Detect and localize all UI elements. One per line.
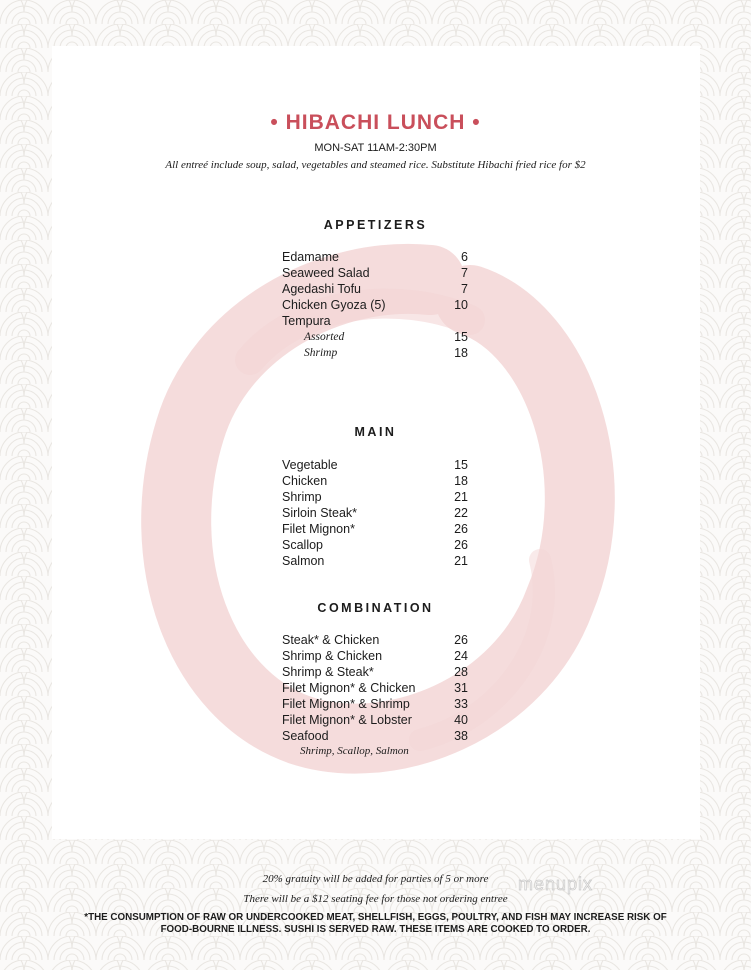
item-name: Shrimp & Chicken	[282, 649, 383, 663]
menu-item	[282, 680, 468, 696]
menu-item	[282, 632, 468, 648]
menu-item	[282, 537, 468, 553]
item-price: 18	[454, 474, 468, 488]
item-name: Shrimp & Steak*	[282, 665, 374, 679]
item-name: Vegetable	[282, 458, 338, 472]
menu-item	[282, 489, 468, 505]
item-name: Agedashi Tofu	[282, 282, 361, 296]
item-price: 24	[454, 649, 468, 663]
menu-item	[282, 648, 468, 664]
item-name: Tempura	[282, 314, 331, 328]
item-price: 22	[454, 506, 468, 520]
item-name: Chicken Gyoza (5)	[282, 298, 386, 312]
item-name: Assorted	[304, 331, 345, 343]
item-name: Edamame	[282, 250, 339, 264]
menu-item	[282, 249, 468, 265]
appetizers-heading: APPETIZERS	[323, 218, 428, 232]
seating-fee-note: There will be a $12 seating fee for those not ordering entree	[243, 893, 508, 905]
menu-item	[282, 281, 468, 297]
menu-item	[282, 505, 468, 521]
food-safety-disclaimer: *THE CONSUMPTION OF RAW OR UNDERCOOKED MEAT, SHELLFISH, EGGS, POULTRY, AND FISH MAY INCREASE RISK OF FOOD-BOURNE ILLNESS. SUSHI IS SERVED RAW. THESE ITEMS ARE COOKED TO ORDER.	[84, 912, 667, 935]
item-price: 21	[454, 554, 468, 568]
menu-sub-item	[282, 329, 468, 345]
item-name: Filet Mignon* & Lobster	[282, 713, 412, 727]
item-price: 15	[454, 458, 468, 472]
item-name: Salmon	[282, 554, 325, 568]
menu-item	[282, 728, 468, 744]
item-name: Scallop	[282, 538, 323, 552]
item-name: Seafood	[282, 729, 329, 743]
menu-item	[282, 297, 468, 313]
menu-item	[282, 553, 468, 569]
menu-item	[282, 664, 468, 680]
seafood-description: Shrimp, Scallop, Salmon	[300, 745, 409, 757]
item-price: 18	[454, 346, 468, 360]
menu-item	[282, 521, 468, 537]
menu-item	[282, 457, 468, 473]
item-price: 26	[454, 538, 468, 552]
menu-sub-item	[282, 345, 468, 361]
item-price: 6	[461, 250, 468, 264]
item-price: 21	[454, 490, 468, 504]
item-price: 33	[454, 697, 468, 711]
item-name: Filet Mignon*	[282, 522, 355, 536]
menupix-watermark: menupix	[518, 874, 594, 894]
item-price: 28	[454, 665, 468, 679]
gratuity-note: 20% gratuity will be added for parties of 5 or more	[262, 873, 489, 885]
item-price: 26	[454, 522, 468, 536]
menu-item	[282, 265, 468, 281]
item-price: 31	[454, 681, 468, 695]
combination-heading: COMBINATION	[317, 601, 434, 615]
menu-item	[282, 712, 468, 728]
item-price: 38	[454, 729, 468, 743]
main-heading: MAIN	[354, 425, 397, 439]
item-price: 10	[454, 298, 468, 312]
item-name: Sirloin Steak*	[282, 506, 358, 520]
item-price: 7	[461, 282, 468, 296]
item-name: Chicken	[282, 474, 328, 488]
item-name: Shrimp	[282, 490, 322, 504]
item-price: 26	[454, 633, 468, 647]
item-price: 7	[461, 266, 468, 280]
hours-text: MON-SAT 11AM-2:30PM	[314, 142, 437, 154]
item-name: Filet Mignon* & Shrimp	[282, 697, 410, 711]
item-price: 15	[454, 330, 468, 344]
item-name: Steak* & Chicken	[282, 633, 380, 647]
item-price: 40	[454, 713, 468, 727]
item-name: Seaweed Salad	[282, 266, 370, 280]
menu-item	[282, 313, 468, 329]
menu-item	[282, 473, 468, 489]
item-name: Shrimp	[304, 347, 338, 359]
entree-note: All entreé include soup, salad, vegetables and steamed rice. Substitute Hibachi fried rice for $2	[165, 159, 586, 171]
page-title: • HIBACHI LUNCH •	[270, 111, 481, 134]
menu-item	[282, 696, 468, 712]
item-name: Filet Mignon* & Chicken	[282, 681, 416, 695]
